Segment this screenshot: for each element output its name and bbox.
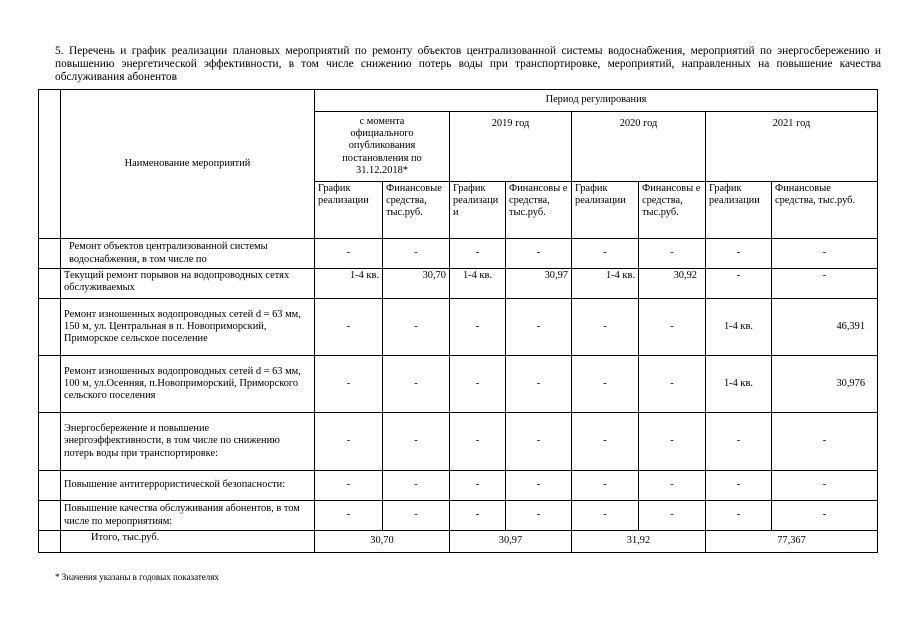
cell-finance: 30,70 — [383, 269, 450, 299]
cell-schedule: - — [572, 501, 639, 531]
cell-finance: - — [772, 501, 878, 531]
cell-schedule: - — [315, 471, 383, 501]
cell-finance: - — [383, 239, 450, 269]
cell-schedule: - — [315, 501, 383, 531]
cell-finance: - — [772, 471, 878, 501]
cell-schedule: 1-4 кв. — [706, 356, 772, 413]
cell-finance: - — [639, 471, 706, 501]
cell-finance: - — [506, 356, 572, 413]
table-row — [39, 413, 878, 471]
cell-schedule: - — [706, 239, 772, 269]
table-row — [39, 356, 878, 413]
cell-schedule: - — [450, 501, 506, 531]
subheader-finance: Финансовы е средства, тыс.руб. — [506, 182, 572, 239]
subheader-finance: Финансовые средства, тыс.руб. — [383, 182, 450, 239]
row-name: Повышение качества обслуживания абонентов, в том числе по мероприятиям: — [61, 501, 315, 531]
row-name: Ремонт изношенных водопроводных сетей d = 63 мм, 100 м, ул.Осенняя, п.Новоприморский, Приморского сельского поселения — [61, 356, 315, 413]
row-name: Ремонт изношенных водопроводных сетей d = 63 мм, 150 м, ул. Центральная в п. Новоприморский, Приморское сельское поселение — [61, 299, 315, 356]
cell-finance: - — [383, 501, 450, 531]
cell-finance: - — [383, 356, 450, 413]
table-row — [39, 299, 878, 356]
cell-schedule: - — [706, 471, 772, 501]
total-2020: 31,92 — [572, 531, 706, 553]
cell-schedule: - — [706, 269, 772, 299]
cell-schedule: - — [572, 471, 639, 501]
cell-finance: - — [772, 413, 878, 471]
table-row — [39, 269, 878, 299]
subheader-finance: Финансовы е средства, тыс.руб. — [639, 182, 706, 239]
total-2021: 77,367 — [706, 531, 878, 553]
cell-schedule: - — [315, 239, 383, 269]
cell-schedule: - — [572, 356, 639, 413]
cell-schedule: - — [450, 356, 506, 413]
total-2018: 30,70 — [315, 531, 450, 553]
cell-finance: 46,391 — [772, 299, 878, 356]
cell-schedule: - — [706, 501, 772, 531]
subheader-schedule: График реализации — [572, 182, 639, 239]
subheader-schedule: График реализаци и — [450, 182, 506, 239]
cell-schedule: - — [450, 239, 506, 269]
cell-schedule: 1-4 кв. — [315, 269, 383, 299]
cell-finance: - — [639, 299, 706, 356]
cell-schedule: - — [450, 299, 506, 356]
cell-finance: - — [383, 471, 450, 501]
period-header-2018: с момента официального опубликования постановления по 31.12.2018* — [315, 112, 450, 182]
index-column-header — [39, 90, 61, 239]
cell-schedule: - — [572, 239, 639, 269]
cell-schedule: 1-4 кв. — [450, 269, 506, 299]
cell-schedule: - — [572, 413, 639, 471]
cell-finance: - — [639, 501, 706, 531]
plan-table — [38, 89, 878, 553]
cell-finance: 30,976 — [772, 356, 878, 413]
period-header-2019: 2019 год — [450, 112, 572, 182]
cell-finance: - — [506, 239, 572, 269]
cell-finance: - — [383, 413, 450, 471]
table-row — [39, 239, 878, 269]
cell-finance: - — [506, 471, 572, 501]
cell-finance: - — [772, 239, 878, 269]
table-row — [39, 501, 878, 531]
col-header-period: Период регулирования — [315, 90, 878, 112]
cell-finance: - — [639, 239, 706, 269]
footnote: * Значения указаны в годовых показателях — [55, 572, 219, 582]
cell-schedule: - — [450, 471, 506, 501]
period-header-2021: 2021 год — [706, 112, 878, 182]
period-header-2020: 2020 год — [572, 112, 706, 182]
cell-schedule: 1-4 кв. — [572, 269, 639, 299]
row-name: Повышение антитеррористической безопасности: — [61, 471, 315, 501]
row-name: Текущий ремонт порывов на водопроводных сетях обслуживаемых — [61, 269, 315, 299]
cell-finance: 30,92 — [639, 269, 706, 299]
cell-schedule: 1-4 кв. — [706, 299, 772, 356]
cell-finance: - — [639, 413, 706, 471]
subheader-finance: Финансовые средства, тыс.руб. — [772, 182, 878, 239]
col-header-name: Наименование мероприятий — [61, 90, 315, 239]
subheader-schedule: График реализации — [706, 182, 772, 239]
cell-schedule: - — [450, 413, 506, 471]
cell-schedule: - — [572, 299, 639, 356]
cell-schedule: - — [315, 413, 383, 471]
section-heading: 5. Перечень и график реализации плановых мероприятий по ремонту объектов централизованной системы водоснабжения, мероприятий по энергосбережению и повышению энергетической эффективности, в том числе снижению потерь воды при транспортировке, мероприятий, направленных на повышение качества обслуживания абонентов — [55, 45, 881, 84]
total-label: Итого, тыс.руб. — [61, 531, 315, 553]
row-name: Ремонт объектов централизованной системы водоснабжения, в том числе по — [61, 239, 315, 269]
cell-finance: - — [772, 269, 878, 299]
cell-schedule: - — [315, 356, 383, 413]
total-2019: 30,97 — [450, 531, 572, 553]
cell-finance: - — [639, 356, 706, 413]
cell-finance: 30,97 — [506, 269, 572, 299]
cell-schedule: - — [315, 299, 383, 356]
total-row — [39, 531, 878, 553]
cell-finance: - — [506, 299, 572, 356]
row-name: Энергосбережение и повышение энергоэффективности, в том числе по снижению потерь воды при транспортировке: — [61, 413, 315, 471]
cell-finance: - — [383, 299, 450, 356]
cell-finance: - — [506, 413, 572, 471]
cell-schedule: - — [706, 413, 772, 471]
subheader-schedule: График реализации — [315, 182, 383, 239]
cell-finance: - — [506, 501, 572, 531]
table-row — [39, 471, 878, 501]
